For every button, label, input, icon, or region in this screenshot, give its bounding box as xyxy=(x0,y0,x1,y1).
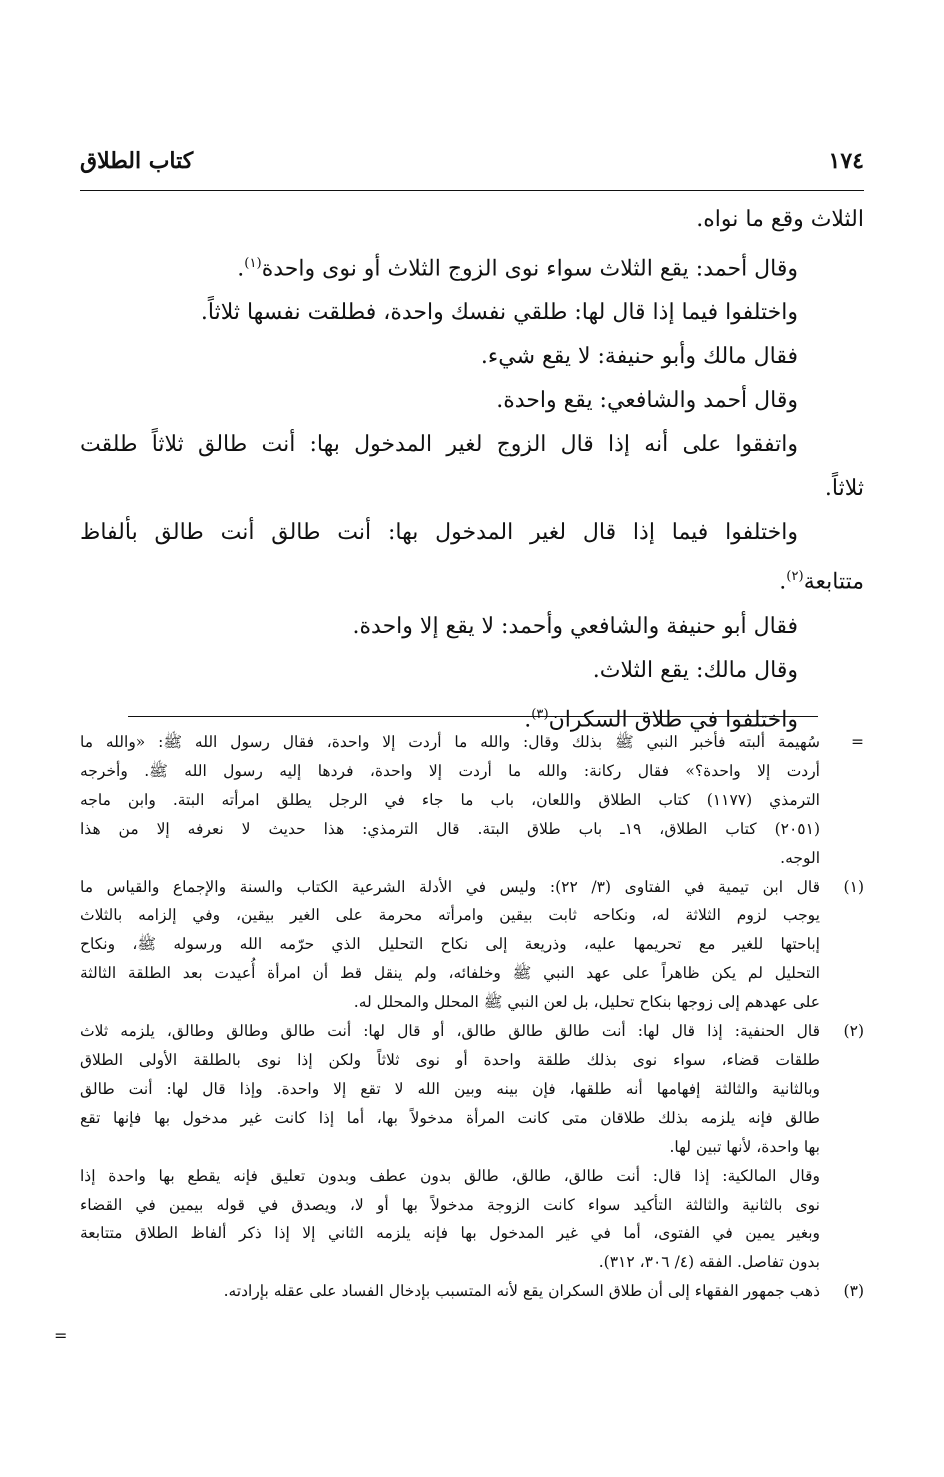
footnote-number: (٢) xyxy=(843,1022,864,1041)
footnote-1 xyxy=(80,873,864,1018)
text-line: وقال مالك: يقع الثلاث. xyxy=(592,657,798,683)
footnote-separator xyxy=(128,716,818,717)
footnote-line: على عهدهم إلى زوجها بنكاح تحليل، بل لعن النبي ﷺ المحلل والمحلل له. xyxy=(353,993,820,1012)
text-line: وقال أحمد: يقع الثلاث سواء نوى الزوج الثلاث أو نوى واحدة$^{(١)}$. xyxy=(237,256,798,282)
footnote-number: (٣) xyxy=(843,1282,864,1301)
footnote-line: وبغير يمين في الفتوى، أما في غير المدخول بها فإنه يلزمه الثاني إلا إذا ذكر ألفاظ الطلاق متتابعة xyxy=(80,1224,820,1243)
footnote-continuation xyxy=(80,728,864,873)
footnote-line: أردت إلا واحدة؟» فقال ركانة: والله ما أردت إلا واحدة، فردها إليه رسول الله ﷺ. وأخرجه xyxy=(80,761,820,780)
footnote-ref-2[interactable]: (٢) xyxy=(786,569,804,585)
footnote-line: وبالثانية والثالثة إفهامها أنه طلقها، فإن بينه وبين الله لا تقع إلا واحدة. وإذا قال لها: أنت طالق xyxy=(80,1079,820,1098)
footnote-3 xyxy=(80,1277,864,1306)
text-line: فقال أبو حنيفة والشافعي وأحمد: لا يقع إلا واحدة. xyxy=(352,613,798,639)
page-number: ١٧٤ xyxy=(828,148,864,174)
footnote-line: وقال المالكية: إذا قال: أنت طالق، طالق، طالق بدون عطف وبدون تعليق فإنه يقطع بها واحدة إذا xyxy=(80,1166,820,1185)
footnote-line: يوجب لزوم الثلاثة له، ونكاحه ثابت بيقين وامرأته محرمة على الغير بيقين، وفي إلزامه بالثلاث xyxy=(80,906,820,925)
footnote-line: قال الحنفية: إذا قال لها: أنت طالق طالق طالق، أو قال لها: أنت طالق وطالق وطالق، يلزمه ثلاث xyxy=(80,1022,820,1041)
footnote-line: سُهيمة ألبته فأخبر النبي ﷺ بذلك وقال: والله ما أردت إلا واحدة، فقال رسول الله ﷺ: «والله ما xyxy=(80,733,820,751)
footnote-number: (١) xyxy=(843,877,864,896)
footnote-line: إباحتها للغير مع تحريمها عليه، وذريعة إلى نكاح التحليل الذي حرّمه الله ورسوله ﷺ، ونكاح xyxy=(80,935,820,954)
text-line: ثلاثاً. xyxy=(824,476,864,502)
text-line: واتفقوا على أنه إذا قال الزوج لغير المدخول بها: أنت طالق ثلاثاً طلقت xyxy=(80,432,798,458)
text-line: واختلفوا في طلاق السكران$^{(٣)}$. xyxy=(524,706,798,732)
footnote-line: الترمذي (١١٧٧) كتاب الطلاق واللعان، باب ما جاء في الرجل يطلق امرأته البتة. وابن ماجه xyxy=(80,790,820,809)
footnote-line: طلقات قضاء، سواء نوى بذلك طلقة واحدة أو نوى ثلاثاً ولكن إذا نوى بالطلقة الأولى الطلاق xyxy=(80,1050,820,1069)
text-line: متتابعة$^{(٢)}$. xyxy=(779,569,864,595)
footnote-ref-3[interactable]: (٣) xyxy=(531,706,549,722)
text-line: واختلفوا فيما إذا قال لغير المدخول بها: أنت طالق أنت طالق بألفاظ xyxy=(80,520,798,546)
footnote-line: (٢٠٥١) كتاب الطلاق، ١٩ـ باب طلاق البتة. قال الترمذي: هذا حديث لا نعرفه إلا من هذا xyxy=(80,819,820,838)
footnote-line: الوجه. xyxy=(780,848,820,867)
header-rule xyxy=(80,190,864,191)
footnote-ref-1[interactable]: (١) xyxy=(244,256,262,271)
main-text xyxy=(80,198,864,742)
text-line: فقال مالك وأبو حنيفة: لا يقع شيء. xyxy=(480,344,798,370)
footnote-line: طالق فإنه يلزمه بذلك طلاقان متى كانت المرأة مدخولاً بها، أما إذا كانت غير مدخول بها فإنها تقع xyxy=(80,1108,820,1127)
footnote-line: نوى بالثانية والثالثة التأكيد سواء كانت الزوجة مدخولاً بها أو لا، ويصدق في قوله بيمين في القضاء xyxy=(80,1195,820,1214)
text-line: وقال أحمد والشافعي: يقع واحدة. xyxy=(496,388,798,414)
footnotes xyxy=(80,728,864,1306)
continuation-mark: = xyxy=(851,733,864,751)
footnote-line: بها واحدة، لأنها تبين لها. xyxy=(669,1137,820,1156)
running-header-title: كتاب الطلاق xyxy=(80,148,194,174)
footnote-line: التحليل لم يكن ظاهراً على عهد النبي ﷺ وخلفائه، ولم ينقل قط أن امرأة أُعيدت بعد الطلقة الثالثة xyxy=(80,964,820,983)
text-line: واختلفوا فيما إذا قال لها: طلقي نفسك واحدة، فطلقت نفسها ثلاثاً. xyxy=(200,300,798,326)
footnote-2 xyxy=(80,1017,864,1277)
footnote-line: قال ابن تيمية في الفتاوى (٣/ ٢٢): وليس في الأدلة الشرعية الكتاب والسنة والإجماع والقياس ما xyxy=(80,877,820,896)
footnote-line: ذهب جمهور الفقهاء إلى أن طلاق السكران يقع لأنه المتسبب بإدخال الفساد على عقله بإرادته. xyxy=(223,1282,820,1301)
text-line: الثلاث وقع ما نواه. xyxy=(696,207,864,232)
footnote-line: بدون تفاصل. الفقه (٤/ ٣٠٦، ٣١٢). xyxy=(598,1253,820,1272)
continued-mark: = xyxy=(54,1326,68,1345)
